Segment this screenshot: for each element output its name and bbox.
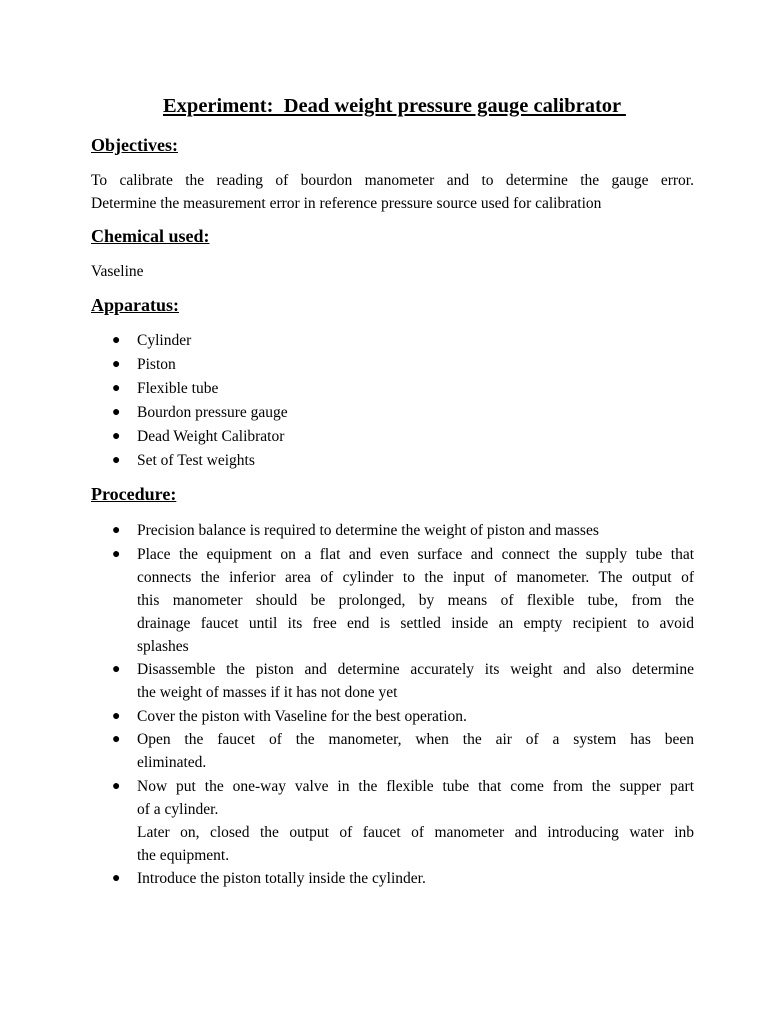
procedure-line: Cover the piston with Vaseline for the best operation.: [137, 707, 467, 725]
list-item: [0, 658, 694, 704]
procedure-line: Place the equipment on a flat and even surface and connect the supply tube that: [137, 545, 694, 563]
list-item: [0, 867, 694, 890]
list-item: [0, 728, 694, 774]
bullet-icon: ●: [112, 357, 121, 372]
list-item: [0, 425, 694, 449]
objectives-line-1: To calibrate the reading of bourdon manometer and to determine the gauge error.: [91, 172, 694, 189]
bullet-icon: ●: [112, 662, 121, 677]
procedure-line: Open the faucet of the manometer, when the air of a system has been: [137, 731, 694, 748]
list-item: [0, 775, 694, 867]
bullet-icon: ●: [112, 732, 121, 747]
objectives-text: [91, 169, 694, 215]
list-item: [0, 449, 694, 473]
procedure-line: Now put the one-way valve in the flexible tube that come from the supper part: [137, 777, 694, 795]
document-title: Experiment: Dead weight pressure gauge calibrator: [163, 95, 626, 117]
procedure-line: Later on, closed the output of faucet of manometer and introducing water inb: [137, 823, 694, 841]
procedure-list: [0, 519, 768, 891]
list-item: [0, 377, 694, 401]
apparatus-item: Set of Test weights: [137, 452, 255, 469]
list-item: [0, 705, 694, 728]
bullet-icon: ●: [112, 333, 121, 348]
apparatus-item: Piston: [137, 356, 176, 373]
bullet-icon: ●: [112, 405, 121, 420]
bullet-icon: ●: [112, 871, 121, 886]
procedure-line: Introduce the piston totally inside the cylinder.: [137, 870, 426, 887]
procedure-line: this manometer should be prolonged, by means of flexible tube, from the: [137, 591, 694, 609]
procedure-line: splashes: [137, 637, 189, 655]
list-item: [0, 543, 694, 658]
bullet-icon: ●: [112, 708, 121, 724]
procedure-line: connects the inferior area of cylinder to the input of manometer. The output of: [137, 568, 694, 586]
objectives-line-2: Determine the measurement error in reference pressure source used for calibration: [91, 195, 602, 212]
bullet-icon: ●: [112, 523, 121, 538]
procedure-heading: Procedure:: [91, 484, 177, 504]
procedure-line: Disassemble the piston and determine accurately its weight and also determine: [137, 661, 694, 678]
chemical-heading: Chemical used:: [91, 226, 210, 246]
procedure-line: drainage faucet until its free end is settled inside an empty recipient to avoid: [137, 614, 694, 632]
procedure-line: the weight of masses if it has not done yet: [137, 684, 398, 701]
procedure-line: the equipment.: [137, 846, 230, 864]
apparatus-heading: Apparatus:: [91, 295, 180, 315]
procedure-line: eliminated.: [137, 754, 207, 771]
bullet-icon: ●: [112, 546, 121, 562]
bullet-icon: ●: [112, 778, 121, 794]
apparatus-item: Cylinder: [137, 332, 192, 349]
apparatus-list: [0, 329, 768, 473]
list-item: [0, 329, 694, 353]
procedure-line: Precision balance is required to determine the weight of piston and masses: [137, 522, 599, 539]
list-item: [0, 401, 694, 425]
list-item: [0, 353, 694, 377]
procedure-line: of a cylinder.: [137, 800, 219, 818]
chemical-value: Vaseline: [91, 263, 144, 280]
apparatus-item: Dead Weight Calibrator: [137, 428, 285, 445]
objectives-heading: Objectives:: [91, 135, 178, 155]
chemical-text: [91, 260, 694, 283]
bullet-icon: ●: [112, 381, 121, 396]
apparatus-item: Bourdon pressure gauge: [137, 404, 288, 421]
apparatus-item: Flexible tube: [137, 380, 219, 397]
bullet-icon: ●: [112, 429, 121, 444]
list-item: [0, 519, 694, 542]
bullet-icon: ●: [112, 453, 121, 468]
